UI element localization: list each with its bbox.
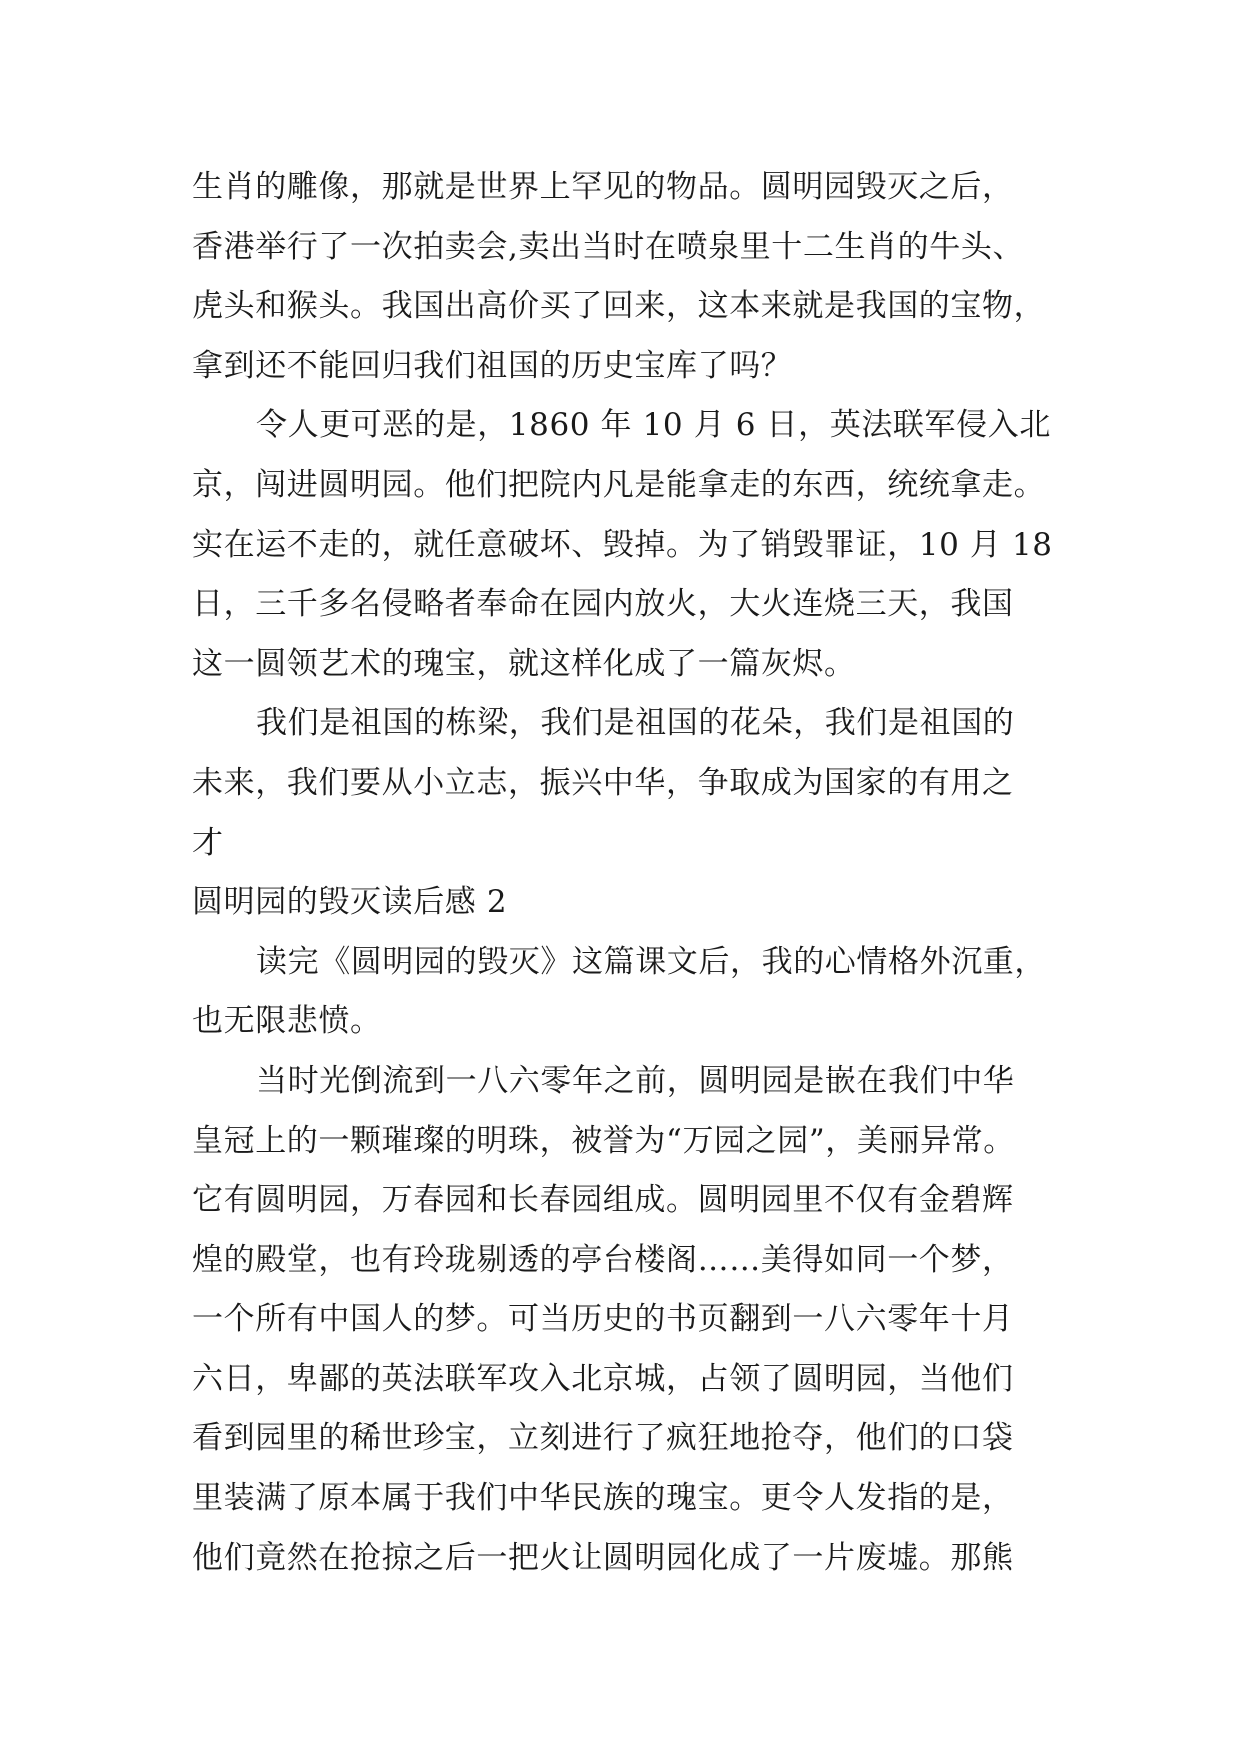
text-line: 京，闯进圆明园。他们把院内凡是能拿走的东西，统统拿走。 bbox=[192, 466, 1046, 503]
text-line: 他们竟然在抢掠之后一把火让圆明园化成了一片废墟。那熊 bbox=[192, 1539, 1014, 1576]
text-line: 虎头和猴头。我国出高价买了回来，这本来就是我国的宝物， bbox=[192, 288, 1046, 325]
text-line: 日，三千多名侵略者奉命在园内放火，大火连烧三天，我国 bbox=[192, 586, 1014, 623]
text-line: 这一圆领艺术的瑰宝，就这样化成了一篇灰烬。 bbox=[192, 645, 856, 682]
text-line: 看到园里的稀世珍宝，立刻进行了疯狂地抢夺，他们的口袋 bbox=[192, 1420, 1014, 1457]
section-heading: 圆明园的毁灭读后感 2 bbox=[192, 884, 508, 921]
text-line: 读完《圆明园的毁灭》这篇课文后，我的心情格外沉重， bbox=[256, 943, 1046, 980]
text-line: 一个所有中国人的梦。可当历史的书页翻到一八六零年十月 bbox=[192, 1301, 1014, 1338]
text-line: 实在运不走的，就任意破坏、毁掉。为了销毁罪证，10 月 18 bbox=[192, 526, 1053, 563]
text-line: 生肖的雕像，那就是世界上罕见的物品。圆明园毁灭之后， bbox=[192, 169, 1014, 205]
text-line: 香港举行了一次拍卖会,卖出当时在喷泉里十二生肖的牛头、 bbox=[192, 228, 1025, 265]
text-line: 未来，我们要从小立志，振兴中华，争取成为国家的有用之 bbox=[192, 764, 1014, 801]
text-line: 也无限悲愤。 bbox=[192, 1003, 382, 1040]
document-body bbox=[192, 158, 1072, 1588]
text-line: 当时光倒流到一八六零年之前，圆明园是嵌在我们中华 bbox=[256, 1062, 1015, 1099]
text-line: 令人更可恶的是，1860 年 10 月 6 日，英法联军侵入北 bbox=[256, 407, 1051, 444]
text-line: 六日，卑鄙的英法联军攻入北京城，占领了圆明园，当他们 bbox=[192, 1360, 1014, 1397]
text-line: 我们是祖国的栋梁，我们是祖国的花朵，我们是祖国的 bbox=[256, 705, 1015, 742]
text-line: 煌的殿堂，也有玲珑剔透的亭台楼阁……美得如同一个梦， bbox=[192, 1241, 1014, 1278]
text-line: 才 bbox=[192, 824, 224, 861]
text-line: 皇冠上的一颗璀璨的明珠，被誉为“万园之园”，美丽异常。 bbox=[192, 1122, 1015, 1159]
text-line: 拿到还不能回归我们祖国的历史宝库了吗？ bbox=[192, 347, 793, 384]
text-line: 里装满了原本属于我们中华民族的瑰宝。更令人发指的是， bbox=[192, 1480, 1014, 1517]
text-line: 它有圆明园，万春园和长春园组成。圆明园里不仅有金碧辉 bbox=[192, 1182, 1014, 1219]
